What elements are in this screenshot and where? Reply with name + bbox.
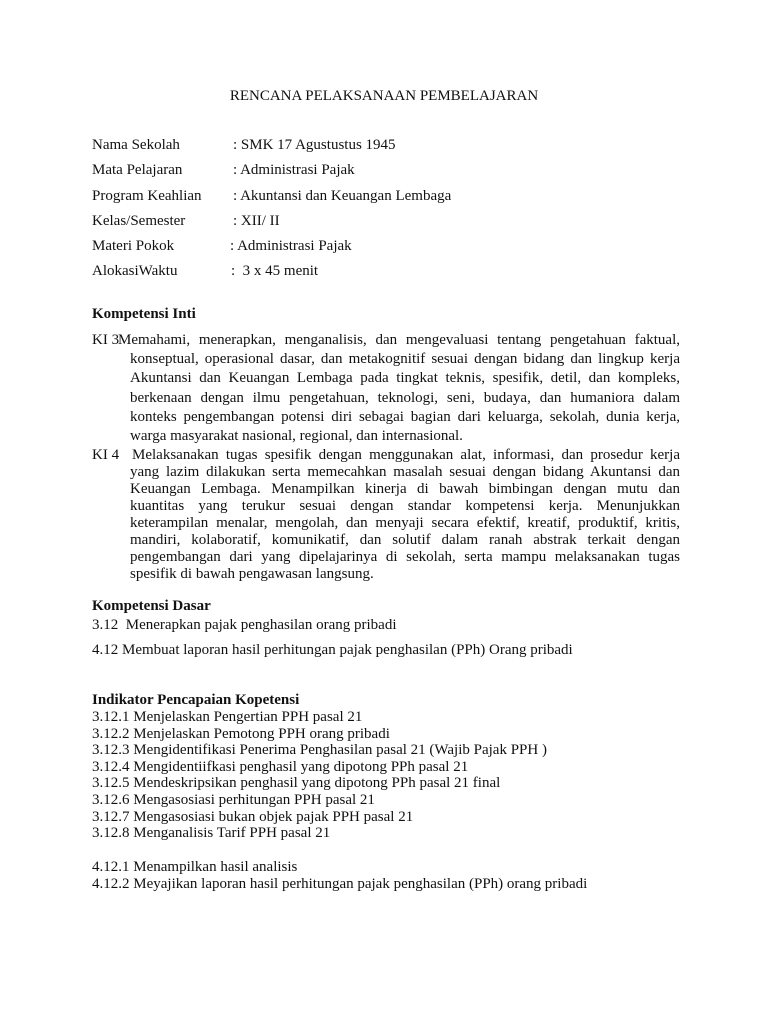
indikator-item: 3.12.7 Mengasosiasi bukan objek pajak PPH pasal 21: [92, 808, 414, 825]
indikator-item: 4.12.2 Meyajikan laporan hasil perhitungan pajak penghasilan (PPh) orang pribadi: [92, 876, 588, 892]
identity-value: : SMK 17 Agustustus 1945: [233, 137, 396, 153]
paragraph-line: Keuangan Lembaga. Menampilkan kinerja di bawah bimbingan dengan mutu dan: [130, 481, 680, 497]
identity-label: Mata Pelajaran: [92, 162, 183, 178]
paragraph-line: mandiri, kolaboratif, komunikatif, dan solutif dalam ranah abstrak terkait dengan: [130, 532, 680, 548]
identity-value: : Akuntansi dan Keuangan Lembaga: [233, 188, 452, 204]
identity-label: Kelas/Semester: [92, 213, 186, 229]
paragraph-line: Melaksanakan tugas spesifik dengan menggunakan alat, informasi, dan prosedur kerja: [132, 447, 680, 463]
indikator-item: 3.12.2 Menjelaskan Pemotong PPH orang pribadi: [92, 725, 390, 742]
paragraph-line: yang lazim dilakukan serta memecahkan masalah sesuai dengan bidang Akuntansi dan: [130, 464, 680, 480]
paragraph-line: konseptual, operasional dasar, dan metakognitif sesuai dengan bidang dan lingkup kerja: [130, 351, 680, 368]
indikator-item: 3.12.5 Mendeskripsikan penghasil yang dipotong PPh pasal 21 final: [92, 775, 501, 792]
kompetensi-inti-heading: Kompetensi Inti: [92, 306, 196, 322]
indikator-item: 3.12.3 Mengidentifikasi Penerima Penghasilan pasal 21 (Wajib Pajak PPH ): [92, 742, 547, 759]
kompetensi-dasar-heading: Kompetensi Dasar: [92, 598, 211, 614]
indikator-item: 3.12.8 Menganalisis Tarif PPH pasal 21: [92, 825, 331, 842]
paragraph-line: konteks pengembangan potensi diri sebagai bagian dari keluarga, sekolah, dunia kerja,: [130, 408, 680, 425]
paragraph-line: berkenaan dengan ilmu pengetahuan, teknologi, seni, budaya, dan humaniora dalam: [130, 389, 680, 406]
identity-value: : XII/ II: [233, 213, 280, 229]
identity-value: : Administrasi Pajak: [233, 162, 355, 178]
indikator-item: 3.12.1 Menjelaskan Pengertian PPH pasal 21: [92, 709, 363, 725]
ki4-number: KI 4: [92, 447, 120, 463]
identity-label: Materi Pokok: [92, 238, 175, 254]
identity-value: : Administrasi Pajak: [230, 238, 352, 254]
ki3-number: KI 3: [92, 332, 120, 348]
paragraph-line: warga masyarakat nasional, regional, dan internasional.: [130, 428, 463, 444]
identity-label: Program Keahlian: [92, 188, 202, 204]
kd-item: 3.12 Menerapkan pajak penghasilan orang pribadi: [92, 617, 397, 633]
paragraph-line: kuantitas yang terukur sesuai dengan standar kompetensi kerja. Menunjukkan: [130, 498, 680, 514]
indikator-item: 3.12.6 Mengasosiasi perhitungan PPH pasal 21: [92, 792, 375, 808]
paragraph-line: Akuntansi dan Keuangan Lembaga pada tingkat teknis, spesifik, detil, dan kompleks,: [130, 370, 680, 387]
identity-label: Nama Sekolah: [92, 137, 180, 153]
indikator-heading: Indikator Pencapaian Kopetensi: [92, 692, 300, 708]
identity-label: AlokasiWaktu: [92, 263, 178, 279]
paragraph-line: Memahami, menerapkan, menganalisis, dan mengevaluasi tentang pengetahuan faktual,: [118, 332, 680, 348]
identity-value: : 3 x 45 menit: [231, 263, 319, 279]
paragraph-line: pengembangan dari yang dipelajarinya di sekolah, serta mampu melaksanakan tugas: [130, 549, 680, 565]
document-title: RENCANA PELAKSANAAN PEMBELAJARAN: [229, 88, 539, 104]
paragraph-line: keterampilan menalar, mengolah, dan menyaji secara efektif, kreatif, produktif, kritis,: [130, 515, 680, 531]
indikator-item: 3.12.4 Mengidentiifkasi penghasil yang dipotong PPh pasal 21: [92, 758, 469, 775]
kd-item: 4.12 Membuat laporan hasil perhitungan pajak penghasilan (PPh) Orang pribadi: [92, 642, 573, 658]
paragraph-line: spesifik di bawah pengawasan langsung.: [130, 566, 374, 582]
indikator-item: 4.12.1 Menampilkan hasil analisis: [92, 859, 298, 875]
